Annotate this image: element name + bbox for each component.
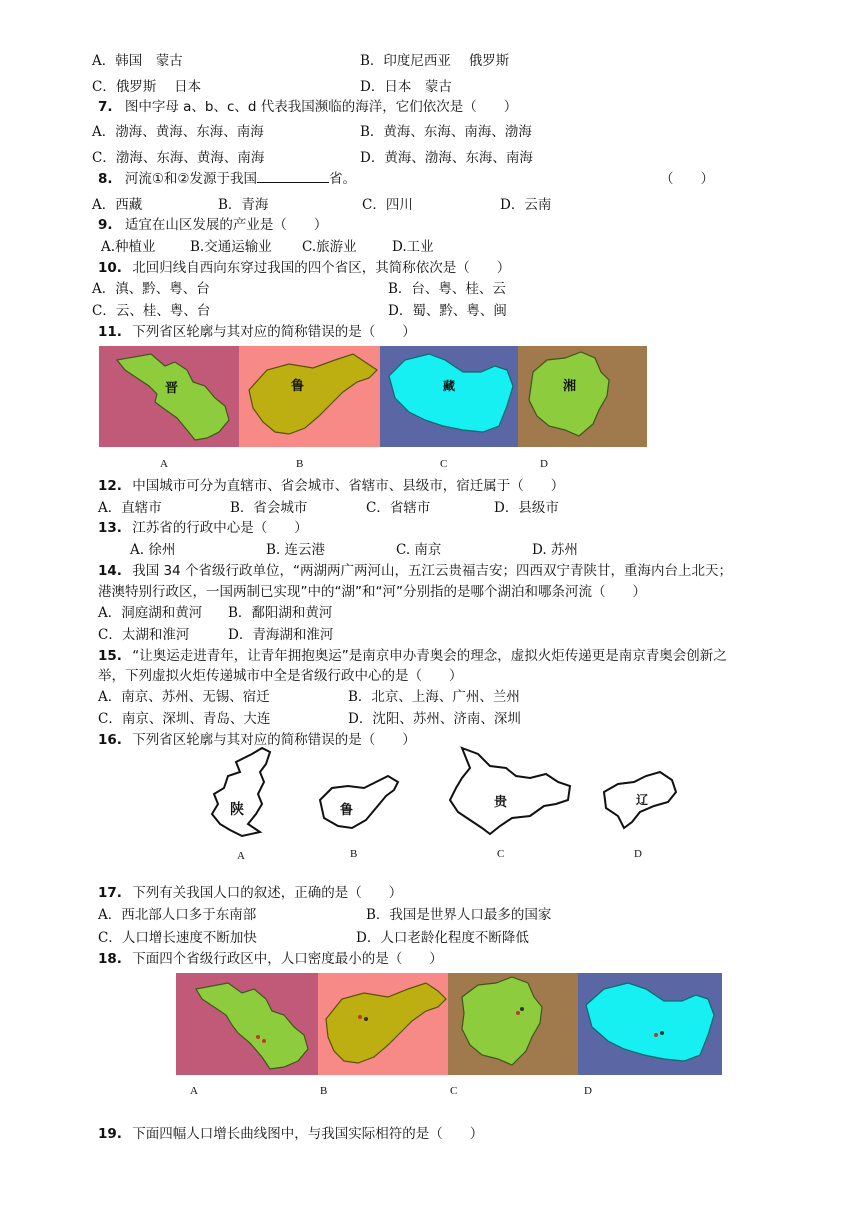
q14-option-d[interactable]: D．青海湖和淮河 bbox=[228, 627, 334, 643]
q15-line1: “让奥运走进青年，让青年拥抱奥运”是南京申办青奥会的理念，虚拟火炬传递更是南京青奥会创新之 bbox=[132, 648, 727, 664]
q17-option-a[interactable]: A．西北部人口多于东南部 bbox=[98, 907, 257, 923]
q10-option-d[interactable]: D．蜀、黔、粤、闽 bbox=[388, 303, 507, 319]
q16-label-c: C bbox=[497, 848, 505, 860]
q13-option-d[interactable]: D. 苏州 bbox=[532, 542, 578, 558]
q9-number: 9. bbox=[98, 217, 113, 233]
q11-label-d: D bbox=[540, 458, 548, 470]
q6-option-c[interactable]: C．俄罗斯 日本 bbox=[92, 79, 202, 95]
q12-option-c[interactable]: C．省辖市 bbox=[366, 500, 431, 516]
q19-number: 19. bbox=[98, 1126, 122, 1142]
q16-number: 16. bbox=[98, 732, 122, 748]
q13-option-a[interactable]: A. 徐州 bbox=[130, 542, 176, 558]
q9-option-a[interactable]: A.种植业 bbox=[101, 239, 156, 255]
q7-option-c[interactable]: C．渤海、东海、黄海、南海 bbox=[92, 150, 265, 166]
q17-question bbox=[98, 884, 402, 902]
q12-number: 12. bbox=[98, 478, 122, 494]
q7-question bbox=[98, 98, 517, 116]
q12-option-b[interactable]: B．省会城市 bbox=[230, 500, 308, 516]
q10-text: 北回归线自西向东穿过我国的四个省区，其简称依次是（ ） bbox=[132, 260, 511, 276]
q11-question bbox=[98, 323, 416, 341]
q11-char-a: 晋 bbox=[165, 381, 179, 396]
q18-city-dot-a2 bbox=[262, 1039, 266, 1043]
q13-option-b[interactable]: B. 连云港 bbox=[266, 542, 326, 558]
q18-text: 下面四个省级行政区中，人口密度最小的是（ ） bbox=[132, 951, 443, 967]
q11-char-b: 鲁 bbox=[291, 379, 305, 394]
q8-option-d[interactable]: D．云南 bbox=[500, 197, 552, 213]
q14-number: 14. bbox=[98, 563, 122, 579]
q14-question bbox=[98, 562, 732, 580]
q7-option-b[interactable]: B．黄海、东海、南海、渤海 bbox=[360, 124, 532, 140]
q12-option-d[interactable]: D．县级市 bbox=[494, 500, 559, 516]
q11-text: 下列省区轮廓与其对应的简称错误的是（ ） bbox=[132, 324, 416, 340]
q15-option-d[interactable]: D．沈阳、苏州、济南、深圳 bbox=[348, 711, 521, 727]
q15-option-a[interactable]: A．南京、苏州、无锡、宿迁 bbox=[98, 689, 270, 705]
q15-option-b[interactable]: B．北京、上海、广州、兰州 bbox=[348, 689, 520, 705]
q7-option-a[interactable]: A．渤海、黄海、东海、南海 bbox=[92, 124, 264, 140]
q10-question bbox=[98, 259, 510, 277]
q18-province-images bbox=[176, 973, 722, 1075]
q8-question bbox=[98, 170, 356, 188]
q17-option-c[interactable]: C．人口增长速度不断加快 bbox=[98, 930, 257, 946]
q10-number: 10. bbox=[98, 260, 122, 276]
q16-shape-shaan[interactable] bbox=[212, 748, 270, 836]
q13-option-c[interactable]: C. 南京 bbox=[396, 542, 442, 558]
q6-option-d[interactable]: D．日本 蒙古 bbox=[360, 79, 452, 95]
q8-text-pre: 河流①和②发源于我国 bbox=[124, 171, 258, 187]
q7-text: 图中字母 a、b、c、d 代表我国濒临的海洋，它们依次是（ ） bbox=[124, 99, 518, 115]
q14-line1: 我国 34 个省级行政单位，“两湖两广两河山，五江云贵福吉安；四西双宁青陕甘，重海内台上北天； bbox=[132, 563, 732, 579]
q12-text: 中国城市可分为直辖市、省会城市、省辖市、县级市，宿迁属于（ ） bbox=[132, 478, 565, 494]
q16-label-a: A bbox=[237, 850, 245, 862]
q8-option-b[interactable]: B．青海 bbox=[218, 197, 269, 213]
q16-text: 下列省区轮廓与其对应的简称错误的是（ ） bbox=[132, 732, 416, 748]
q9-text: 适宜在山区发展的产业是（ ） bbox=[124, 217, 328, 233]
q18-label-c: C bbox=[450, 1085, 458, 1097]
q16-shape-lu[interactable] bbox=[320, 776, 398, 828]
q6-option-b[interactable]: B．印度尼西亚 俄罗斯 bbox=[360, 53, 510, 69]
q16-outline-maps bbox=[200, 742, 690, 842]
q17-option-b[interactable]: B．我国是世界人口最多的国家 bbox=[366, 907, 552, 923]
q15-option-c[interactable]: C．南京、深圳、青岛、大连 bbox=[98, 711, 271, 727]
q17-option-d[interactable]: D．人口老龄化程度不断降低 bbox=[356, 930, 529, 946]
q8-answer-blank[interactable] bbox=[257, 170, 329, 183]
q8-paren: （ ） bbox=[660, 171, 714, 187]
q18-city-dot-c2 bbox=[520, 1007, 524, 1011]
q7-option-d[interactable]: D．黄海、渤海、东海、南海 bbox=[360, 150, 533, 166]
q11-char-c: 藏 bbox=[443, 379, 456, 393]
q14-option-a[interactable]: A．洞庭湖和黄河 bbox=[98, 605, 203, 621]
q12-option-a[interactable]: A．直辖市 bbox=[98, 500, 162, 516]
q9-question bbox=[98, 216, 327, 234]
q18-city-dot-d2 bbox=[660, 1031, 664, 1035]
q11-province-images bbox=[99, 346, 647, 447]
q16-shape-gui[interactable] bbox=[450, 748, 570, 834]
q11-label-a: A bbox=[160, 458, 168, 470]
q18-city-dot-a bbox=[256, 1035, 260, 1039]
q16-char-a: 陕 bbox=[230, 802, 244, 818]
q16-label-d: D bbox=[634, 848, 642, 860]
q8-text-post: 省。 bbox=[329, 171, 357, 187]
q16-label-b: B bbox=[350, 848, 358, 860]
q17-number: 17. bbox=[98, 885, 122, 901]
q9-option-d[interactable]: D.工业 bbox=[392, 239, 434, 255]
q14-option-b[interactable]: B．鄱阳湖和黄河 bbox=[228, 605, 333, 621]
q15-number: 15. bbox=[98, 648, 122, 664]
q18-question bbox=[98, 950, 443, 968]
q18-label-b: B bbox=[320, 1085, 328, 1097]
q17-text: 下列有关我国人口的叙述，正确的是（ ） bbox=[132, 885, 403, 901]
q9-option-b[interactable]: B.交通运输业 bbox=[190, 239, 272, 255]
q11-number: 11. bbox=[98, 324, 122, 340]
q11-label-c: C bbox=[440, 458, 448, 470]
q18-number: 18. bbox=[98, 951, 122, 967]
q18-city-dot-b bbox=[358, 1015, 362, 1019]
q10-option-c[interactable]: C．云、桂、粤、台 bbox=[92, 303, 211, 319]
q11-char-d: 湘 bbox=[563, 379, 577, 394]
q14-line2: 港澳特别行政区，一国两制已实现”中的“湖”和“河”分别指的是哪个湖泊和哪条河流（ ） bbox=[98, 584, 646, 600]
q13-text: 江苏省的行政中心是（ ） bbox=[132, 520, 308, 536]
q14-option-c[interactable]: C．太湖和淮河 bbox=[98, 627, 190, 643]
q18-label-d: D bbox=[584, 1085, 592, 1097]
q16-char-d: 辽 bbox=[636, 793, 649, 807]
q10-option-a[interactable]: A．滇、黔、粤、台 bbox=[92, 281, 210, 297]
q18-city-dot-b2 bbox=[364, 1017, 368, 1021]
q18-city-dot-c bbox=[516, 1011, 520, 1015]
q15-line2: 举，下列虚拟火炬传递城市中全是省级行政中心的是（ ） bbox=[98, 668, 463, 684]
q6-option-a[interactable]: A．韩国 蒙古 bbox=[92, 53, 183, 69]
q8-number: 8. bbox=[98, 171, 113, 187]
q11-label-b: B bbox=[296, 458, 304, 470]
q13-question bbox=[98, 519, 308, 537]
q19-question bbox=[98, 1125, 483, 1143]
q19-text: 下面四幅人口增长曲线图中，与我国实际相符的是（ ） bbox=[132, 1126, 484, 1142]
q9-option-c[interactable]: C.旅游业 bbox=[302, 239, 357, 255]
q8-option-a[interactable]: A．西藏 bbox=[92, 197, 143, 213]
q15-question bbox=[98, 647, 727, 665]
q7-number: 7. bbox=[98, 99, 113, 115]
q18-label-a: A bbox=[190, 1085, 198, 1097]
q8-option-c[interactable]: C．四川 bbox=[362, 197, 413, 213]
q16-char-b: 鲁 bbox=[340, 803, 354, 818]
q18-city-dot-d bbox=[654, 1033, 658, 1037]
q16-char-c: 贵 bbox=[494, 795, 508, 810]
q13-number: 13. bbox=[98, 520, 122, 536]
q10-option-b[interactable]: B．台、粤、桂、云 bbox=[388, 281, 506, 297]
q12-question bbox=[98, 477, 564, 495]
